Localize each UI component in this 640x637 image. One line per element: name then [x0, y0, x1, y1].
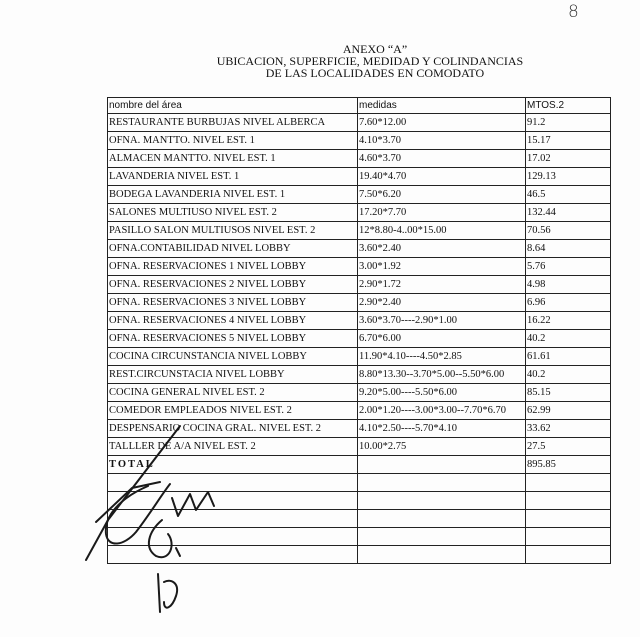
mtos-cell: 15.17: [526, 132, 611, 150]
table-row: [108, 114, 611, 132]
area-name-cell: OFNA. RESERVACIONES 5 NIVEL LOBBY: [108, 330, 358, 348]
medidas-cell: 12*8.80-4..00*15.00: [358, 222, 526, 240]
total-row: [108, 456, 611, 474]
table-row: [108, 402, 611, 420]
medidas-cell: 4.60*3.70: [358, 150, 526, 168]
area-name-cell: COCINA CIRCUNSTANCIA NIVEL LOBBY: [108, 348, 358, 366]
table-row: [108, 438, 611, 456]
mtos-cell: 132.44: [526, 204, 611, 222]
header-subtitle-2: DE LAS LOCALIDADES EN COMODATO: [265, 66, 485, 80]
empty-cell: [526, 528, 611, 546]
medidas-cell: 7.50*6.20: [358, 186, 526, 204]
table-row: [108, 204, 611, 222]
table-row: [108, 330, 611, 348]
empty-row: [108, 492, 611, 510]
area-name-cell: COMEDOR EMPLEADOS NIVEL EST. 2: [108, 402, 358, 420]
medidas-cell: 2.00*1.20----3.00*3.00--7.70*6.70: [358, 402, 526, 420]
table-row: [108, 384, 611, 402]
empty-cell: [526, 546, 611, 564]
mtos-cell: 62.99: [526, 402, 611, 420]
mtos-cell: 61.61: [526, 348, 611, 366]
mtos-cell: 91.2: [526, 114, 611, 132]
medidas-cell: 4.10*3.70: [358, 132, 526, 150]
table-row: [108, 258, 611, 276]
mtos-cell: 85.15: [526, 384, 611, 402]
empty-cell: [108, 546, 358, 564]
header-title: ANEXO “A”: [342, 42, 408, 56]
area-name-cell: RESTAURANTE BURBUJAS NIVEL ALBERCA: [108, 114, 358, 132]
table-row: [108, 222, 611, 240]
mtos-cell: 40.2: [526, 366, 611, 384]
area-name-cell: OFNA. RESERVACIONES 1 NIVEL LOBBY: [108, 258, 358, 276]
mtos-cell: 4.98: [526, 276, 611, 294]
area-name-cell: OFNA. RESERVACIONES 2 NIVEL LOBBY: [108, 276, 358, 294]
empty-row: [108, 546, 611, 564]
table-row: [108, 294, 611, 312]
empty-row: [108, 510, 611, 528]
medidas-cell: 2.90*2.40: [358, 294, 526, 312]
table-row: [108, 186, 611, 204]
table-row: [108, 312, 611, 330]
table-row: [108, 168, 611, 186]
empty-cell: [108, 492, 358, 510]
empty-row: [108, 474, 611, 492]
empty-cell: [358, 546, 526, 564]
empty-cell: [358, 510, 526, 528]
area-name-cell: OFNA. MANTTO. NIVEL EST. 1: [108, 132, 358, 150]
medidas-cell: 6.70*6.00: [358, 330, 526, 348]
empty-cell: [358, 528, 526, 546]
area-name-cell: PASILLO SALON MULTIUSOS NIVEL EST. 2: [108, 222, 358, 240]
table-row: [108, 276, 611, 294]
empty-cell: [358, 474, 526, 492]
mtos-cell: 8.64: [526, 240, 611, 258]
medidas-cell: 7.60*12.00: [358, 114, 526, 132]
table-header-row: [108, 98, 611, 114]
mtos-cell: 129.13: [526, 168, 611, 186]
total-label: TOTAL: [108, 456, 358, 474]
empty-cell: [358, 492, 526, 510]
medidas-cell: 4.10*2.50----5.70*4.10: [358, 420, 526, 438]
area-name-cell: ALMACEN MANTTO. NIVEL EST. 1: [108, 150, 358, 168]
empty-cell: [526, 474, 611, 492]
area-name-cell: OFNA. RESERVACIONES 3 NIVEL LOBBY: [108, 294, 358, 312]
medidas-cell: 3.00*1.92: [358, 258, 526, 276]
empty-row: [108, 528, 611, 546]
area-name-cell: BODEGA LAVANDERIA NIVEL EST. 1: [108, 186, 358, 204]
area-name-cell: OFNA.CONTABILIDAD NIVEL LOBBY: [108, 240, 358, 258]
document-header: [0, 43, 640, 79]
medidas-cell: 10.00*2.75: [358, 438, 526, 456]
area-name-cell: COCINA GENERAL NIVEL EST. 2: [108, 384, 358, 402]
medidas-cell: 17.20*7.70: [358, 204, 526, 222]
table-row: [108, 240, 611, 258]
area-name-cell: TALLLER DE A/A NIVEL EST. 2: [108, 438, 358, 456]
column-header-medidas: medidas: [358, 98, 526, 114]
area-name-cell: REST.CIRCUNSTACIA NIVEL LOBBY: [108, 366, 358, 384]
empty-cell: [108, 528, 358, 546]
mtos-cell: 16.22: [526, 312, 611, 330]
mtos-cell: 17.02: [526, 150, 611, 168]
mtos-cell: 33.62: [526, 420, 611, 438]
area-name-cell: OFNA. RESERVACIONES 4 NIVEL LOBBY: [108, 312, 358, 330]
area-name-cell: DESPENSARIO COCINA GRAL. NIVEL EST. 2: [108, 420, 358, 438]
total-medidas: [358, 456, 526, 474]
area-name-cell: LAVANDERIA NIVEL EST. 1: [108, 168, 358, 186]
table-row: [108, 420, 611, 438]
medidas-cell: 2.90*1.72: [358, 276, 526, 294]
medidas-cell: 19.40*4.70: [358, 168, 526, 186]
header-subtitle-1: UBICACION, SUPERFICIE, MEDIDAD Y COLINDANCIAS: [216, 54, 524, 68]
empty-cell: [526, 492, 611, 510]
column-header-area: nombre del área: [108, 98, 358, 114]
area-name-cell: SALONES MULTIUSO NIVEL EST. 2: [108, 204, 358, 222]
table-row: [108, 132, 611, 150]
medidas-cell: 3.60*2.40: [358, 240, 526, 258]
mtos-cell: 46.5: [526, 186, 611, 204]
medidas-cell: 9.20*5.00----5.50*6.00: [358, 384, 526, 402]
column-header-mtos: MTOS.2: [526, 98, 611, 114]
empty-cell: [108, 474, 358, 492]
medidas-cell: 8.80*13.30--3.70*5.00--5.50*6.00: [358, 366, 526, 384]
empty-cell: [108, 510, 358, 528]
medidas-cell: 3.60*3.70----2.90*1.00: [358, 312, 526, 330]
areas-table: [107, 97, 611, 564]
total-value: 895.85: [526, 456, 611, 474]
table-row: [108, 366, 611, 384]
medidas-cell: 11.90*4.10----4.50*2.85: [358, 348, 526, 366]
table-row: [108, 150, 611, 168]
mtos-cell: 70.56: [526, 222, 611, 240]
mtos-cell: 27.5: [526, 438, 611, 456]
page-number: 8: [568, 2, 579, 22]
empty-cell: [526, 510, 611, 528]
table-row: [108, 348, 611, 366]
mtos-cell: 5.76: [526, 258, 611, 276]
mtos-cell: 6.96: [526, 294, 611, 312]
mtos-cell: 40.2: [526, 330, 611, 348]
